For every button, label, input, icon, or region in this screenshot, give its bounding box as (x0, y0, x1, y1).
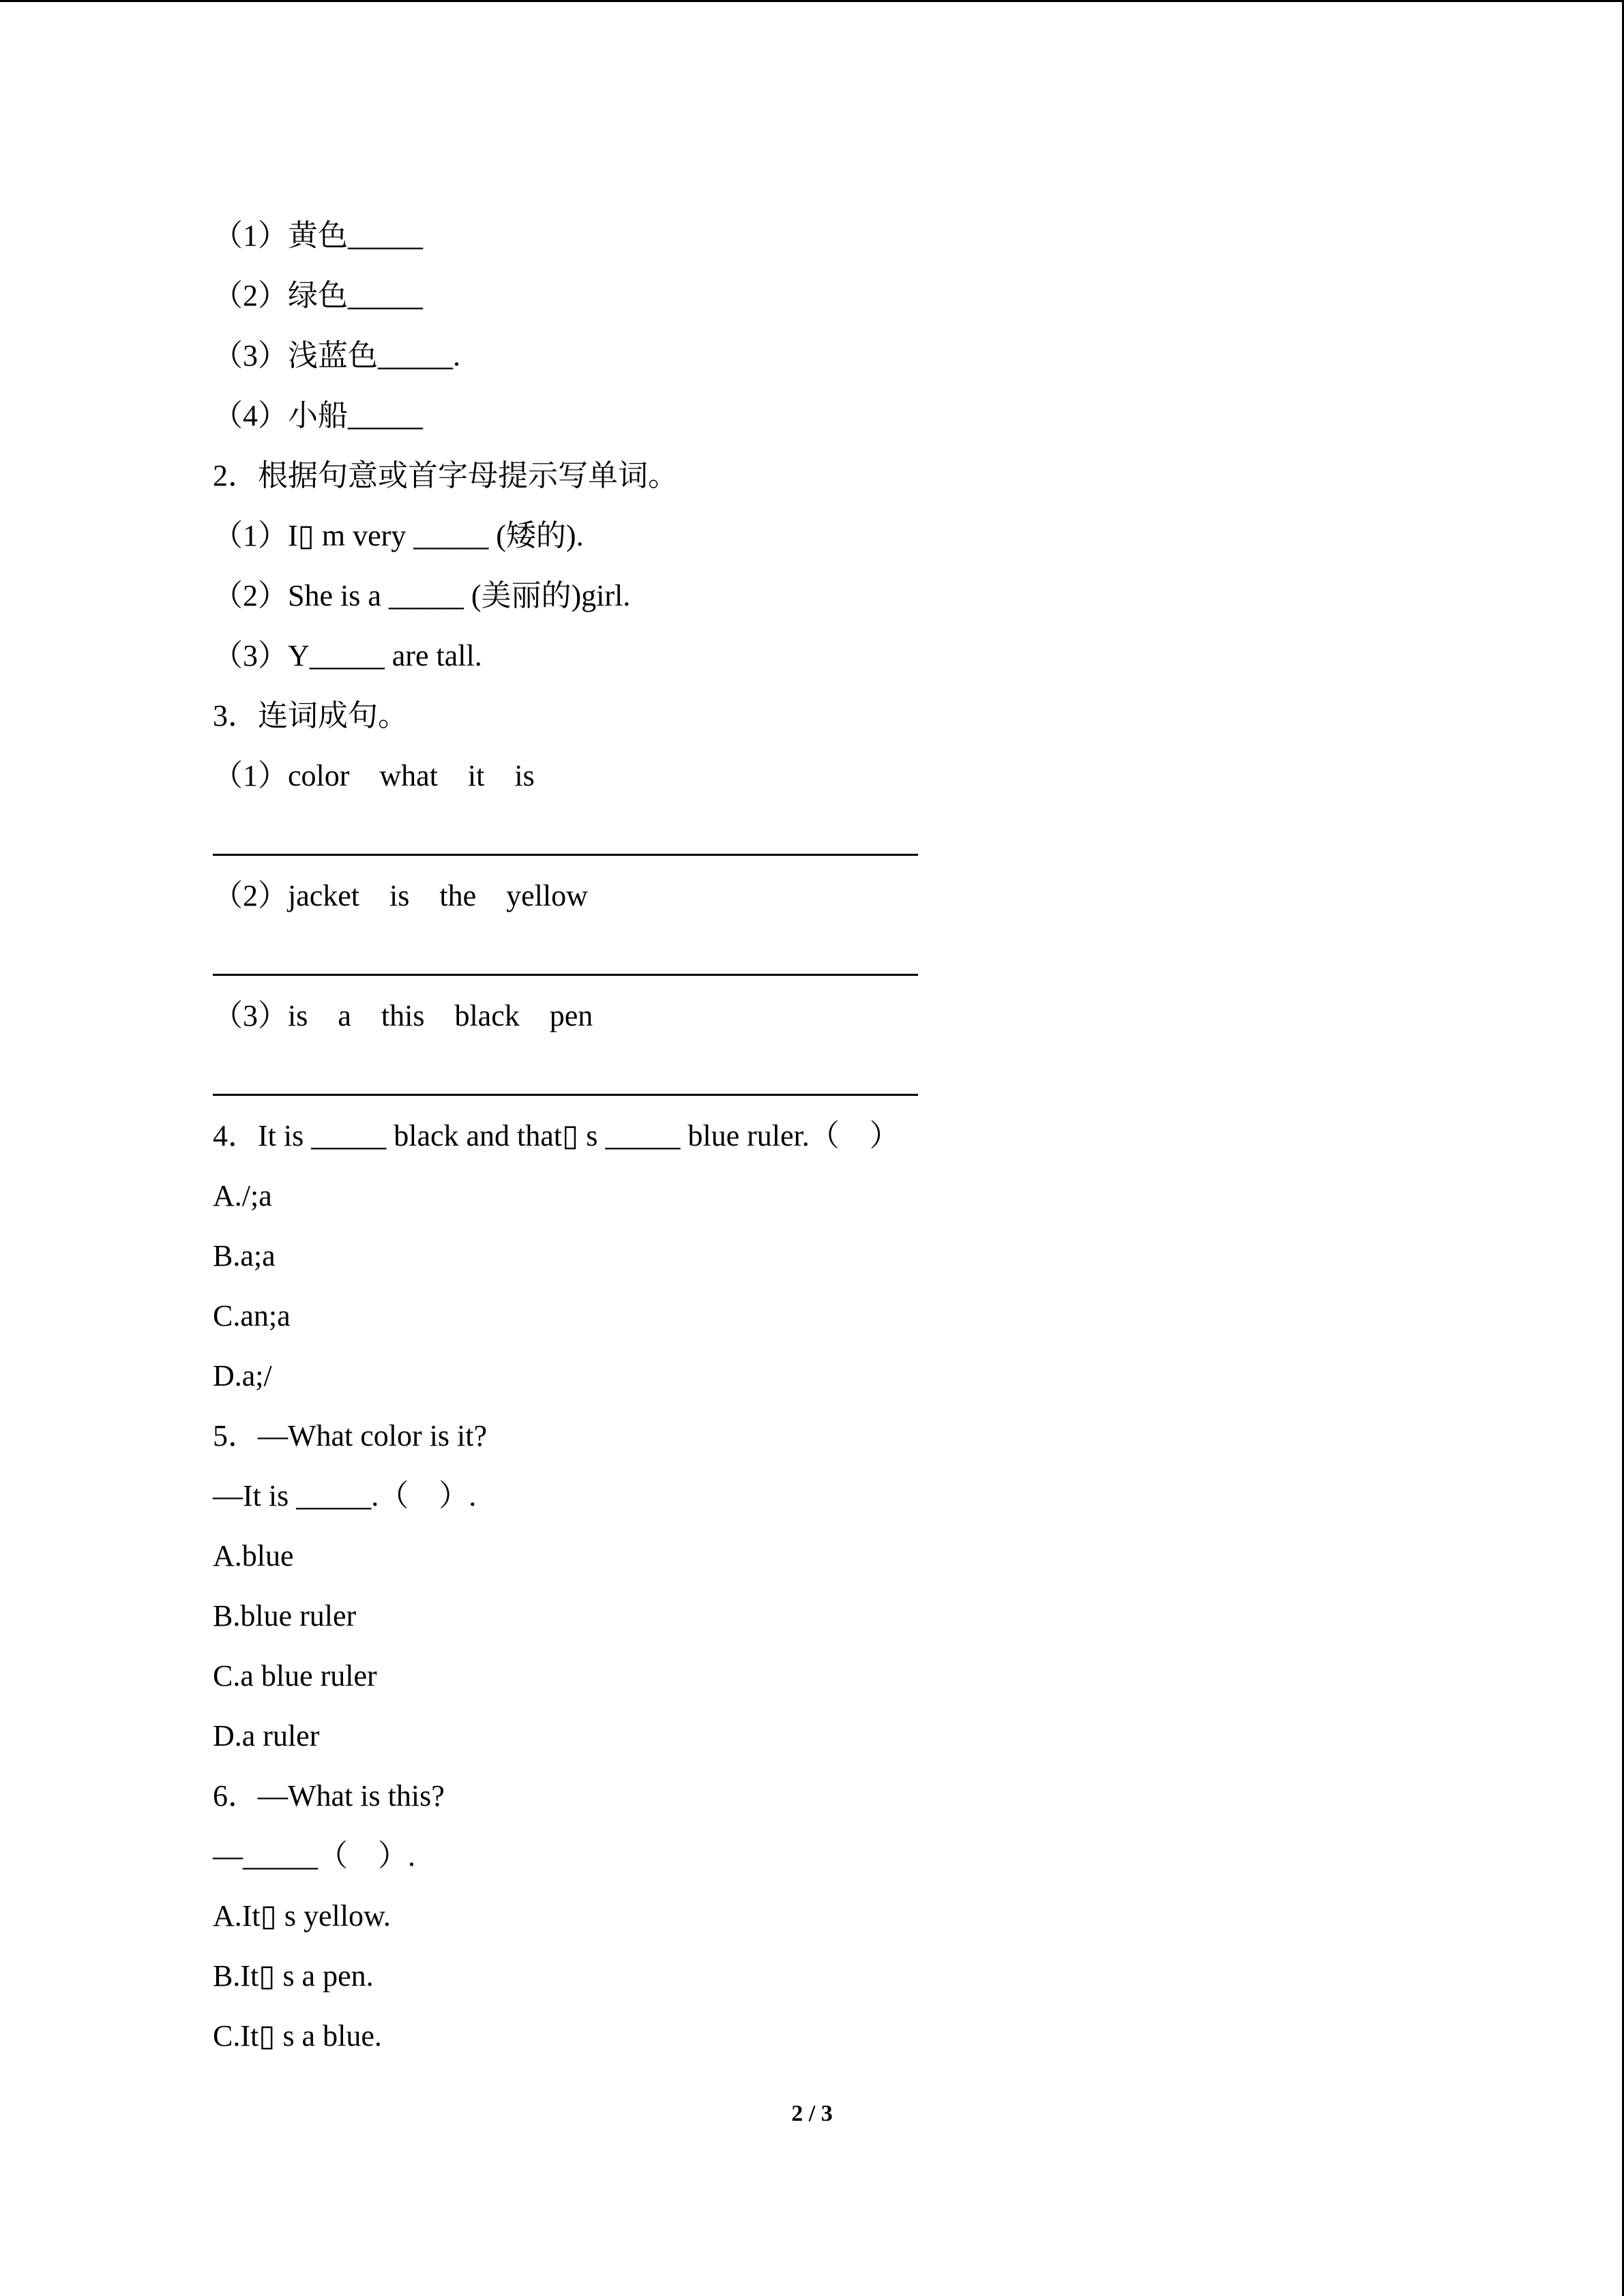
question-4-option-b: B.a;a (213, 1239, 276, 1272)
question-6-option-a: A.It▯ s yellow. (213, 1899, 391, 1933)
page-number: 2 / 3 (791, 2101, 833, 2126)
page-top-border (0, 0, 1624, 2)
vocab-item-4: （4）小船_____ (213, 399, 423, 432)
question-5-answer-line: —It is _____.（ ）. (213, 1479, 477, 1512)
answer-line-1 (213, 854, 918, 856)
question-5: 5．—What color is it? (213, 1419, 488, 1452)
section-3-item-3: （3）is a this black pen (213, 999, 593, 1032)
question-4-option-a: A./;a (213, 1179, 272, 1212)
section-2-item-3: （3）Y_____ are tall. (213, 639, 482, 672)
section-3-item-1: （1）color what it is (213, 759, 535, 792)
answer-line-2 (213, 974, 918, 976)
question-6: 6．—What is this? (213, 1779, 445, 1813)
question-6-option-c: C.It▯ s a blue. (213, 2019, 382, 2053)
question-5-option-b: B.blue ruler (213, 1599, 357, 1632)
vocab-item-1: （1）黄色_____ (213, 219, 423, 252)
answer-line-3 (213, 1094, 918, 1096)
section-3-item-2: （2）jacket is the yellow (213, 879, 588, 912)
question-6-option-b: B.It▯ s a pen. (213, 1959, 374, 1993)
section-2-item-2: （2）She is a _____ (美丽的)girl. (213, 579, 631, 612)
section-2-item-1: （1）I▯ m very _____ (矮的). (213, 519, 584, 552)
vocab-item-2: （2）绿色_____ (213, 279, 423, 312)
question-5-option-c: C.a blue ruler (213, 1659, 377, 1693)
question-6-answer-line: —_____（ ）. (213, 1839, 415, 1873)
question-4: 4．It is _____ black and that▯ s _____ blue ruler.（ ） (213, 1119, 900, 1152)
question-5-option-d: D.a ruler (213, 1719, 320, 1753)
question-4-option-d: D.a;/ (213, 1359, 272, 1392)
section-3-heading: 3．连词成句。 (213, 699, 408, 732)
section-2-heading: 2．根据句意或首字母提示写单词。 (213, 459, 678, 492)
question-5-option-a: A.blue (213, 1539, 294, 1572)
vocab-item-3: （3）浅蓝色_____. (213, 339, 460, 372)
question-4-option-c: C.an;a (213, 1299, 291, 1332)
